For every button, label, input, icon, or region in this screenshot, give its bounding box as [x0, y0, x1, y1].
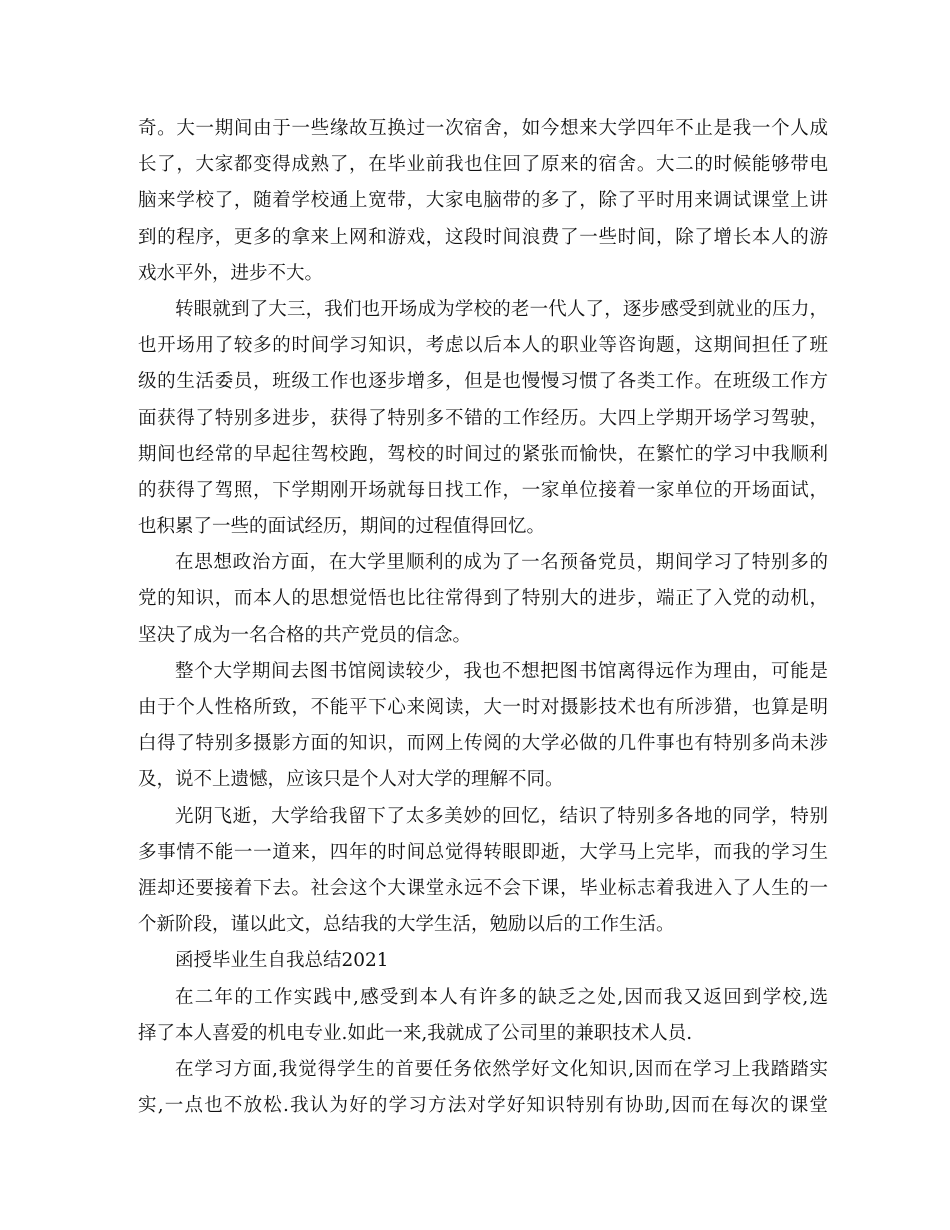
text-line: 白得了特别多摄影方面的知识，而网上传阅的大学必做的几件事也有特别多尚未涉 [138, 733, 828, 755]
text-line: 在二年的工作实践中,感受到本人有许多的缺乏之处,因而我又返回到学校,选 [175, 986, 828, 1008]
text-line: 整个大学期间去图书馆阅读较少，我也不想把图书馆离得远作为理由，可能是 [175, 660, 828, 682]
text-line: 转眼就到了大三，我们也开场成为学校的老一代人了，逐步感受到就业的压力， [175, 298, 828, 320]
text-line: 戏水平外，进步不大。 [138, 262, 324, 284]
document-body [138, 111, 828, 1124]
text-line: 长了，大家都变得成熟了，在毕业前我也住回了原来的宿舍。大二的时候能够带电 [138, 154, 828, 176]
text-line: 多事情不能一一道来，四年的时间总觉得转眼即逝，大学马上完毕，而我的学习生 [138, 841, 828, 863]
text-line: 也积累了一些的面试经历，期间的过程值得回忆。 [138, 516, 546, 538]
text-line: 个新阶段，谨以此文，总结我的大学生活，勉励以后的工作生活。 [138, 914, 675, 936]
text-line: 坚决了成为一名合格的共产党员的信念。 [138, 624, 472, 646]
text-line: 涯却还要接着下去。社会这个大课堂永远不会下课，毕业标志着我进入了人生的一 [138, 877, 828, 899]
text-line: 光阴飞逝，大学给我留下了太多美妙的回忆，结识了特别多各地的同学，特别 [175, 805, 828, 827]
text-line: 脑来学校了，随着学校通上宽带，大家电脑带的多了，除了平时用来调试课堂上讲 [138, 190, 828, 212]
text-line: 级的生活委员，班级工作也逐步增多，但是也慢慢习惯了各类工作。在班级工作方 [138, 371, 828, 393]
text-line: 在思想政治方面，在大学里顺利的成为了一名预备党员，期间学习了特别多的 [175, 552, 828, 574]
text-line: 及，说不上遗憾，应该只是个人对大学的理解不同。 [138, 769, 564, 791]
text-line: 到的程序，更多的拿来上网和游戏，这段时间浪费了一些时间，除了增长本人的游 [138, 226, 828, 248]
text-line: 实,一点也不放松.我认为好的学习方法对学好知识特别有协助,因而在每次的课堂 [138, 1095, 828, 1117]
text-line: 面获得了特别多进步，获得了特别多不错的工作经历。大四上学期开场学习驾驶， [138, 407, 828, 429]
text-line: 的获得了驾照，下学期刚开场就每日找工作，一家单位接着一家单位的开场面试， [138, 479, 828, 501]
text-line: 也开场用了较多的时间学习知识，考虑以后本人的职业等咨询题，这期间担任了班 [138, 335, 828, 357]
text-line: 奇。大一期间由于一些缘故互换过一次宿舍，如今想来大学四年不止是我一个人成 [138, 118, 828, 139]
text-line: 函授毕业生自我总结2021 [175, 950, 389, 972]
text-line: 党的知识，而本人的思想觉悟也比往常得到了特别大的进步，端正了入党的动机， [138, 588, 828, 610]
text-line: 期间也经常的早起往驾校跑，驾校的时间过的紧张而愉快，在繁忙的学习中我顺利 [138, 443, 828, 465]
text-line: 在学习方面,我觉得学生的首要任务依然学好文化知识,因而在学习上我踏踏实 [175, 1058, 828, 1080]
text-line: 由于个人性格所致，不能平下心来阅读，大一时对摄影技术也有所涉猎，也算是明 [138, 697, 828, 718]
text-line: 择了本人喜爱的机电专业.如此一来,我就成了公司里的兼职技术人员. [138, 1022, 693, 1044]
